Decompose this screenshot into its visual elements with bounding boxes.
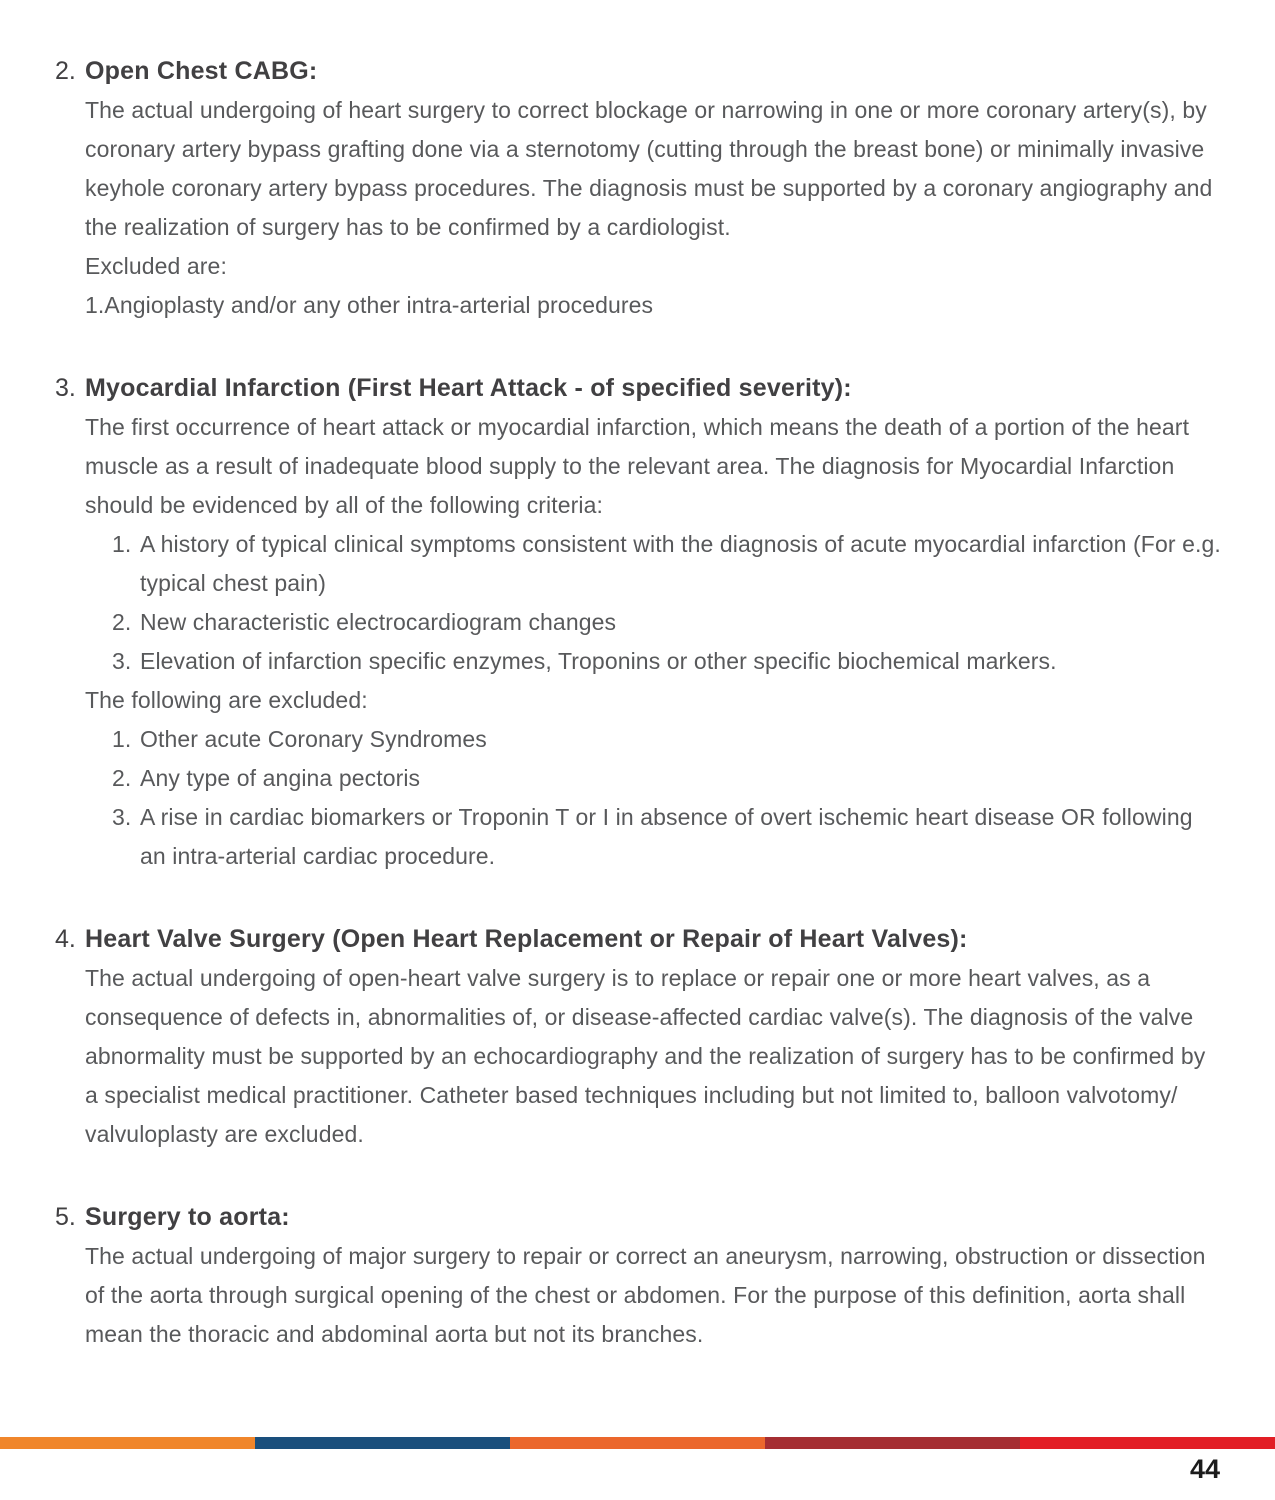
list-item [112,642,1223,681]
list-item-number: 3. [112,648,132,674]
list-item-number: 1. [112,531,132,557]
section-number: 4. [55,925,76,953]
criteria-list [85,525,1223,681]
footer-color-bar [0,1437,1275,1449]
page-number: 44 [1189,1454,1220,1484]
excluded-list [85,720,1223,876]
footer-bar-segment-brick [765,1437,1020,1449]
footer-bar-segment-orange-red [510,1437,765,1449]
definition-paragraph: The actual undergoing of major surgery to repair or correct an aneurysm, narrowing, obstruction or dissection of the aorta through surgical opening of the chest or abdomen. For the purpose of this definition, aorta shall mean the thoracic and abdominal aorta but not its branches. [85,1243,1206,1347]
list-item [112,720,1223,759]
page-content [55,52,1223,1398]
section-title: Surgery to aorta: [85,1203,290,1231]
list-item-text: New characteristic electrocardiogram changes [140,609,617,635]
section-number: 5. [55,1203,76,1231]
section-heading [55,369,1223,408]
definition-paragraph: The actual undergoing of heart surgery to correct blockage or narrowing in one or more coronary artery(s), by coronary artery bypass grafting done via a sternotomy (cutting through the breast bone) or minimally invasive keyhole coronary artery bypass procedures. The diagnosis must be supported by a coronary angiography and the realization of surgery has to be confirmed by a cardiologist. [85,97,1213,240]
list-item [112,759,1223,798]
list-item-number: 2. [112,765,132,791]
section-surgery-to-aorta [55,1198,1223,1354]
excluded-label: Excluded are: [85,253,227,279]
section-heading [55,1198,1223,1237]
excluded-item: 1.Angioplasty and/or any other intra-arterial procedures [85,292,654,318]
section-heart-valve-surgery [55,920,1223,1154]
footer-bar-segment-navy [255,1437,510,1449]
excluded-label: The following are excluded: [85,687,368,713]
section-myocardial-infarction [55,369,1223,876]
list-item [112,525,1223,603]
section-open-chest-cabg [55,52,1223,325]
footer-bar-segment-orange [0,1437,255,1449]
definition-paragraph: The first occurrence of heart attack or myocardial infarction, which means the death of a portion of the heart muscle as a result of inadequate blood supply to the relevant area. The diagnosis for Myocardial Infarction should be evidenced by all of the following criteria: [85,414,1190,518]
footer-bar-segment-red [1020,1437,1275,1449]
section-heading [55,920,1223,959]
list-item-number: 3. [112,804,132,830]
section-body [85,959,1223,1154]
section-body [85,91,1223,325]
list-item-text: Elevation of infarction specific enzymes, Troponins or other specific biochemical markers. [140,648,1057,674]
list-item-number: 2. [112,609,132,635]
list-item-number: 1. [112,726,132,752]
list-item [112,603,1223,642]
list-item-text: Any type of angina pectoris [140,765,421,791]
list-item-text: Other acute Coronary Syndromes [140,726,487,752]
list-item-text: A rise in cardiac biomarkers or Troponin T or I in absence of overt ischemic heart disease OR following an intra-arterial cardiac procedure. [140,804,1193,869]
section-title: Open Chest CABG: [85,57,318,85]
section-number: 3. [55,374,76,402]
section-body [85,408,1223,876]
section-number: 2. [55,57,76,85]
section-title: Myocardial Infarction (First Heart Attack - of specified severity): [85,374,852,402]
list-item-text: A history of typical clinical symptoms consistent with the diagnosis of acute myocardial infarction (For e.g. typical chest pain) [140,531,1221,596]
definition-paragraph: The actual undergoing of open-heart valve surgery is to replace or repair one or more heart valves, as a consequence of defects in, abnormalities of, or disease-affected cardiac valve(s). The diagnosis of the valve abnormality must be supported by an echocardiography and the realization of surgery has to be confirmed by a specialist medical practitioner. Catheter based techniques including but not limited to, balloon valvotomy/ valvuloplasty are excluded. [85,965,1206,1147]
section-body [85,1237,1223,1354]
list-item [112,798,1223,876]
section-heading [55,52,1223,91]
section-title: Heart Valve Surgery (Open Heart Replacement or Repair of Heart Valves): [85,925,968,953]
